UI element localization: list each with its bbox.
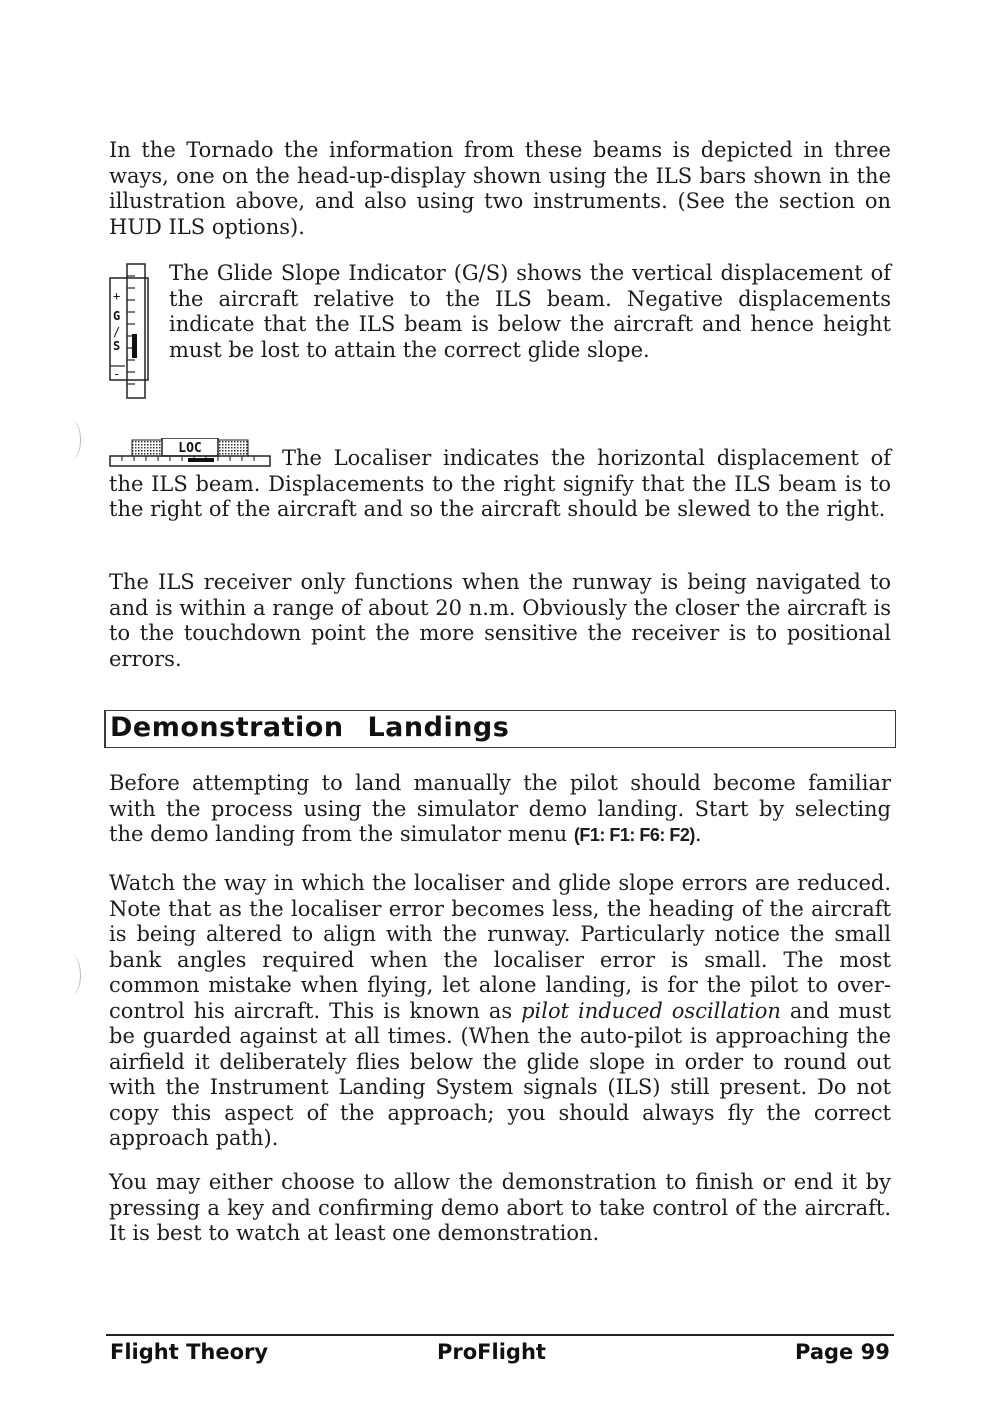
intro-paragraph: In the Tornado the information from these beams is depicted in three ways, one on the head-up-display shown using the ILS bars shown in the illustration above, and also using two instruments. (See the section on HUD ILS options). bbox=[109, 138, 891, 239]
demo-intro-end: . bbox=[694, 822, 702, 846]
section-heading: Demonstration Landings bbox=[110, 712, 510, 743]
glide-slope-paragraph: The Glide Slope Indicator (G/S) shows the vertical displacement of the aircraft relative to the ILS beam. Negative displacements indicate that the ILS beam is below the aircraft and hence height must be lost to attain the correct glide slope. bbox=[169, 261, 891, 362]
gs-label-slash: / bbox=[113, 325, 121, 339]
footer-rule bbox=[106, 1334, 894, 1336]
footer-section-title: Flight Theory bbox=[110, 1340, 269, 1364]
footer-product-name: ProFlight bbox=[437, 1340, 546, 1364]
watch-italic-term: pilot induced oscillation bbox=[521, 998, 781, 1023]
receiver-paragraph: The ILS receiver only functions when the runway is being navigated to and is within a range of about 20 n.m. Obviously the closer the aircraft is to the touchdown point the more sensitive the receiver is to positional errors. bbox=[109, 570, 891, 671]
demo-key-sequence: (F1: F1: F6: F2) bbox=[573, 825, 695, 845]
watch-text-1: Watch the way in which the localiser and glide slope errors are reduced. Note that as the localiser error becomes less, the heading of the aircraft is being altered to align with the runway. Particularly notice the small bank angles required when the localiser error is small. The most common mistake when flying, let alone landing, is for the pilot to over-control his aircraft. This is known as bbox=[109, 871, 891, 1023]
binding-mark bbox=[62, 420, 81, 460]
gs-label-s: S bbox=[113, 339, 121, 353]
binding-mark bbox=[62, 955, 81, 995]
demo-intro-text: Before attempting to land manually the pilot should become familiar with the process using the simulator demo landing. Start by selecting the demo landing from the simulator menu bbox=[109, 771, 891, 846]
footer-page-number: Page 99 bbox=[795, 1340, 890, 1364]
demo-intro-paragraph bbox=[109, 771, 891, 849]
gs-label-plus: + bbox=[113, 289, 121, 303]
finish-paragraph: You may either choose to allow the demonstration to finish or end it by pressing a key and confirming demo abort to take control of the aircraft. It is best to watch at least one demonstration. bbox=[109, 1170, 891, 1245]
glide-slope-indicator-icon bbox=[108, 262, 150, 406]
gs-label-g: G bbox=[113, 309, 121, 323]
gs-label-minus: - bbox=[113, 367, 121, 381]
watch-paragraph bbox=[109, 871, 891, 1152]
loc-label: LOC bbox=[178, 441, 202, 456]
localiser-paragraph: The Localiser indicates the horizontal displacement of the ILS beam. Displacements to the right signify that the ILS beam is to the right of the aircraft and so the aircraft should be slewed to the right. bbox=[109, 446, 891, 521]
watch-text-2: and must be guarded against at all times. (When the auto-pilot is approaching the airfield it deliberately flies below the glide slope in order to round out with the Instrument Landing System signals (ILS) still present. Do not copy this aspect of the approach; you should always fly the correct approach path). bbox=[109, 998, 892, 1150]
